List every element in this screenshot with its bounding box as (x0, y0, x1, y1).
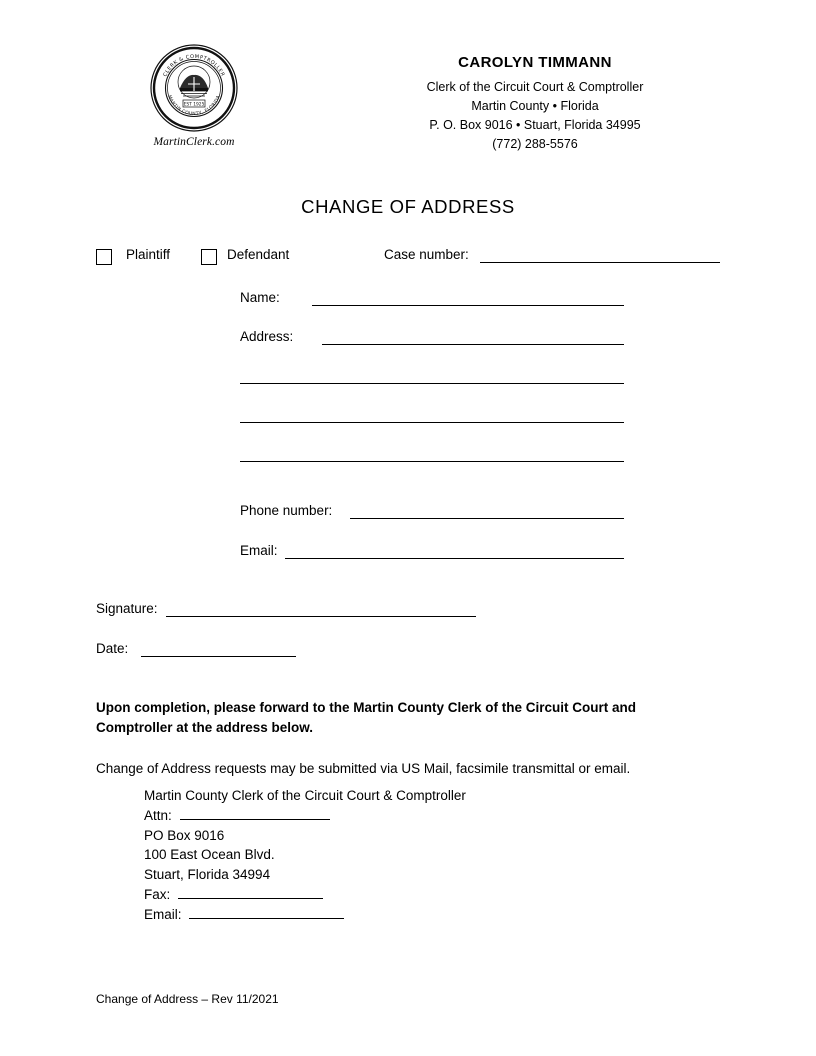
case-number-input[interactable] (480, 262, 720, 263)
name-label: Name: (240, 290, 280, 305)
document-footer: Change of Address – Rev 11/2021 (96, 992, 279, 1006)
mailing-line-5: Stuart, Florida 34994 (144, 867, 271, 883)
email-label: Email: (240, 543, 278, 558)
name-input[interactable] (312, 305, 624, 306)
signature-label: Signature: (96, 601, 158, 616)
fax-label: Fax: (144, 886, 171, 902)
mailing-line-3: PO Box 9016 (144, 827, 225, 843)
phone-number-input[interactable] (350, 518, 624, 519)
plaintiff-checkbox[interactable] (96, 249, 112, 265)
mailing-email-label: Email: (144, 906, 182, 922)
submission-methods-text: Change of Address requests may be submitted via US Mail, facsimile transmittal or email. (96, 761, 631, 776)
svg-text:MARTIN COUNTY, FLORIDA: MARTIN COUNTY, FLORIDA (166, 94, 222, 118)
address-line-4-input[interactable] (240, 461, 624, 462)
signature-input[interactable] (166, 616, 476, 617)
instructions-text: Upon completion, please forward to the Martin County Clerk of the Circuit Court and Comptroller at the address below. (96, 700, 637, 735)
header-line-2: Martin County • Florida (471, 99, 599, 113)
date-label: Date: (96, 641, 129, 656)
address-line-2-input[interactable] (240, 383, 624, 384)
header-line-1: Clerk of the Circuit Court & Comptroller (426, 80, 644, 94)
mailing-address-block (144, 786, 624, 925)
mailing-line-1: Martin County Clerk of the Circuit Court & Comptroller (144, 788, 466, 803)
mailing-email-input[interactable] (189, 906, 344, 919)
attn-input[interactable] (180, 807, 330, 820)
party-row (96, 245, 736, 271)
date-input[interactable] (141, 656, 296, 657)
page-title: CHANGE OF ADDRESS (301, 196, 515, 217)
header-text-block (300, 54, 770, 154)
address-label: Address: (240, 329, 294, 344)
mailing-line-4: 100 East Ocean Blvd. (144, 847, 275, 863)
header-line-4: (772) 288-5576 (492, 137, 578, 151)
seal-block (144, 44, 244, 148)
svg-text:EST 1925: EST 1925 (183, 102, 205, 108)
defendant-checkbox[interactable] (201, 249, 217, 265)
email-input[interactable] (285, 558, 624, 559)
county-seal-icon (150, 44, 238, 132)
seal-caption: MartinClerk.com (153, 136, 235, 148)
address-input[interactable] (322, 344, 624, 345)
svg-text:CLERK & COMPTROLLER: CLERK & COMPTROLLER (162, 53, 226, 78)
document-header (0, 40, 816, 170)
defendant-label: Defendant (227, 247, 290, 262)
phone-number-label: Phone number: (240, 503, 333, 518)
mailing-attn-row (144, 806, 624, 826)
mailing-email-row (144, 905, 624, 925)
mailing-fax-row (144, 885, 624, 905)
fax-input[interactable] (178, 886, 323, 899)
header-line-3: P. O. Box 9016 • Stuart, Florida 34995 (429, 118, 641, 132)
attn-label: Attn: (144, 807, 172, 823)
case-number-label: Case number: (384, 247, 469, 262)
address-line-3-input[interactable] (240, 422, 624, 423)
clerk-name: CAROLYN TIMMANN (458, 54, 612, 71)
plaintiff-label: Plaintiff (126, 247, 171, 262)
